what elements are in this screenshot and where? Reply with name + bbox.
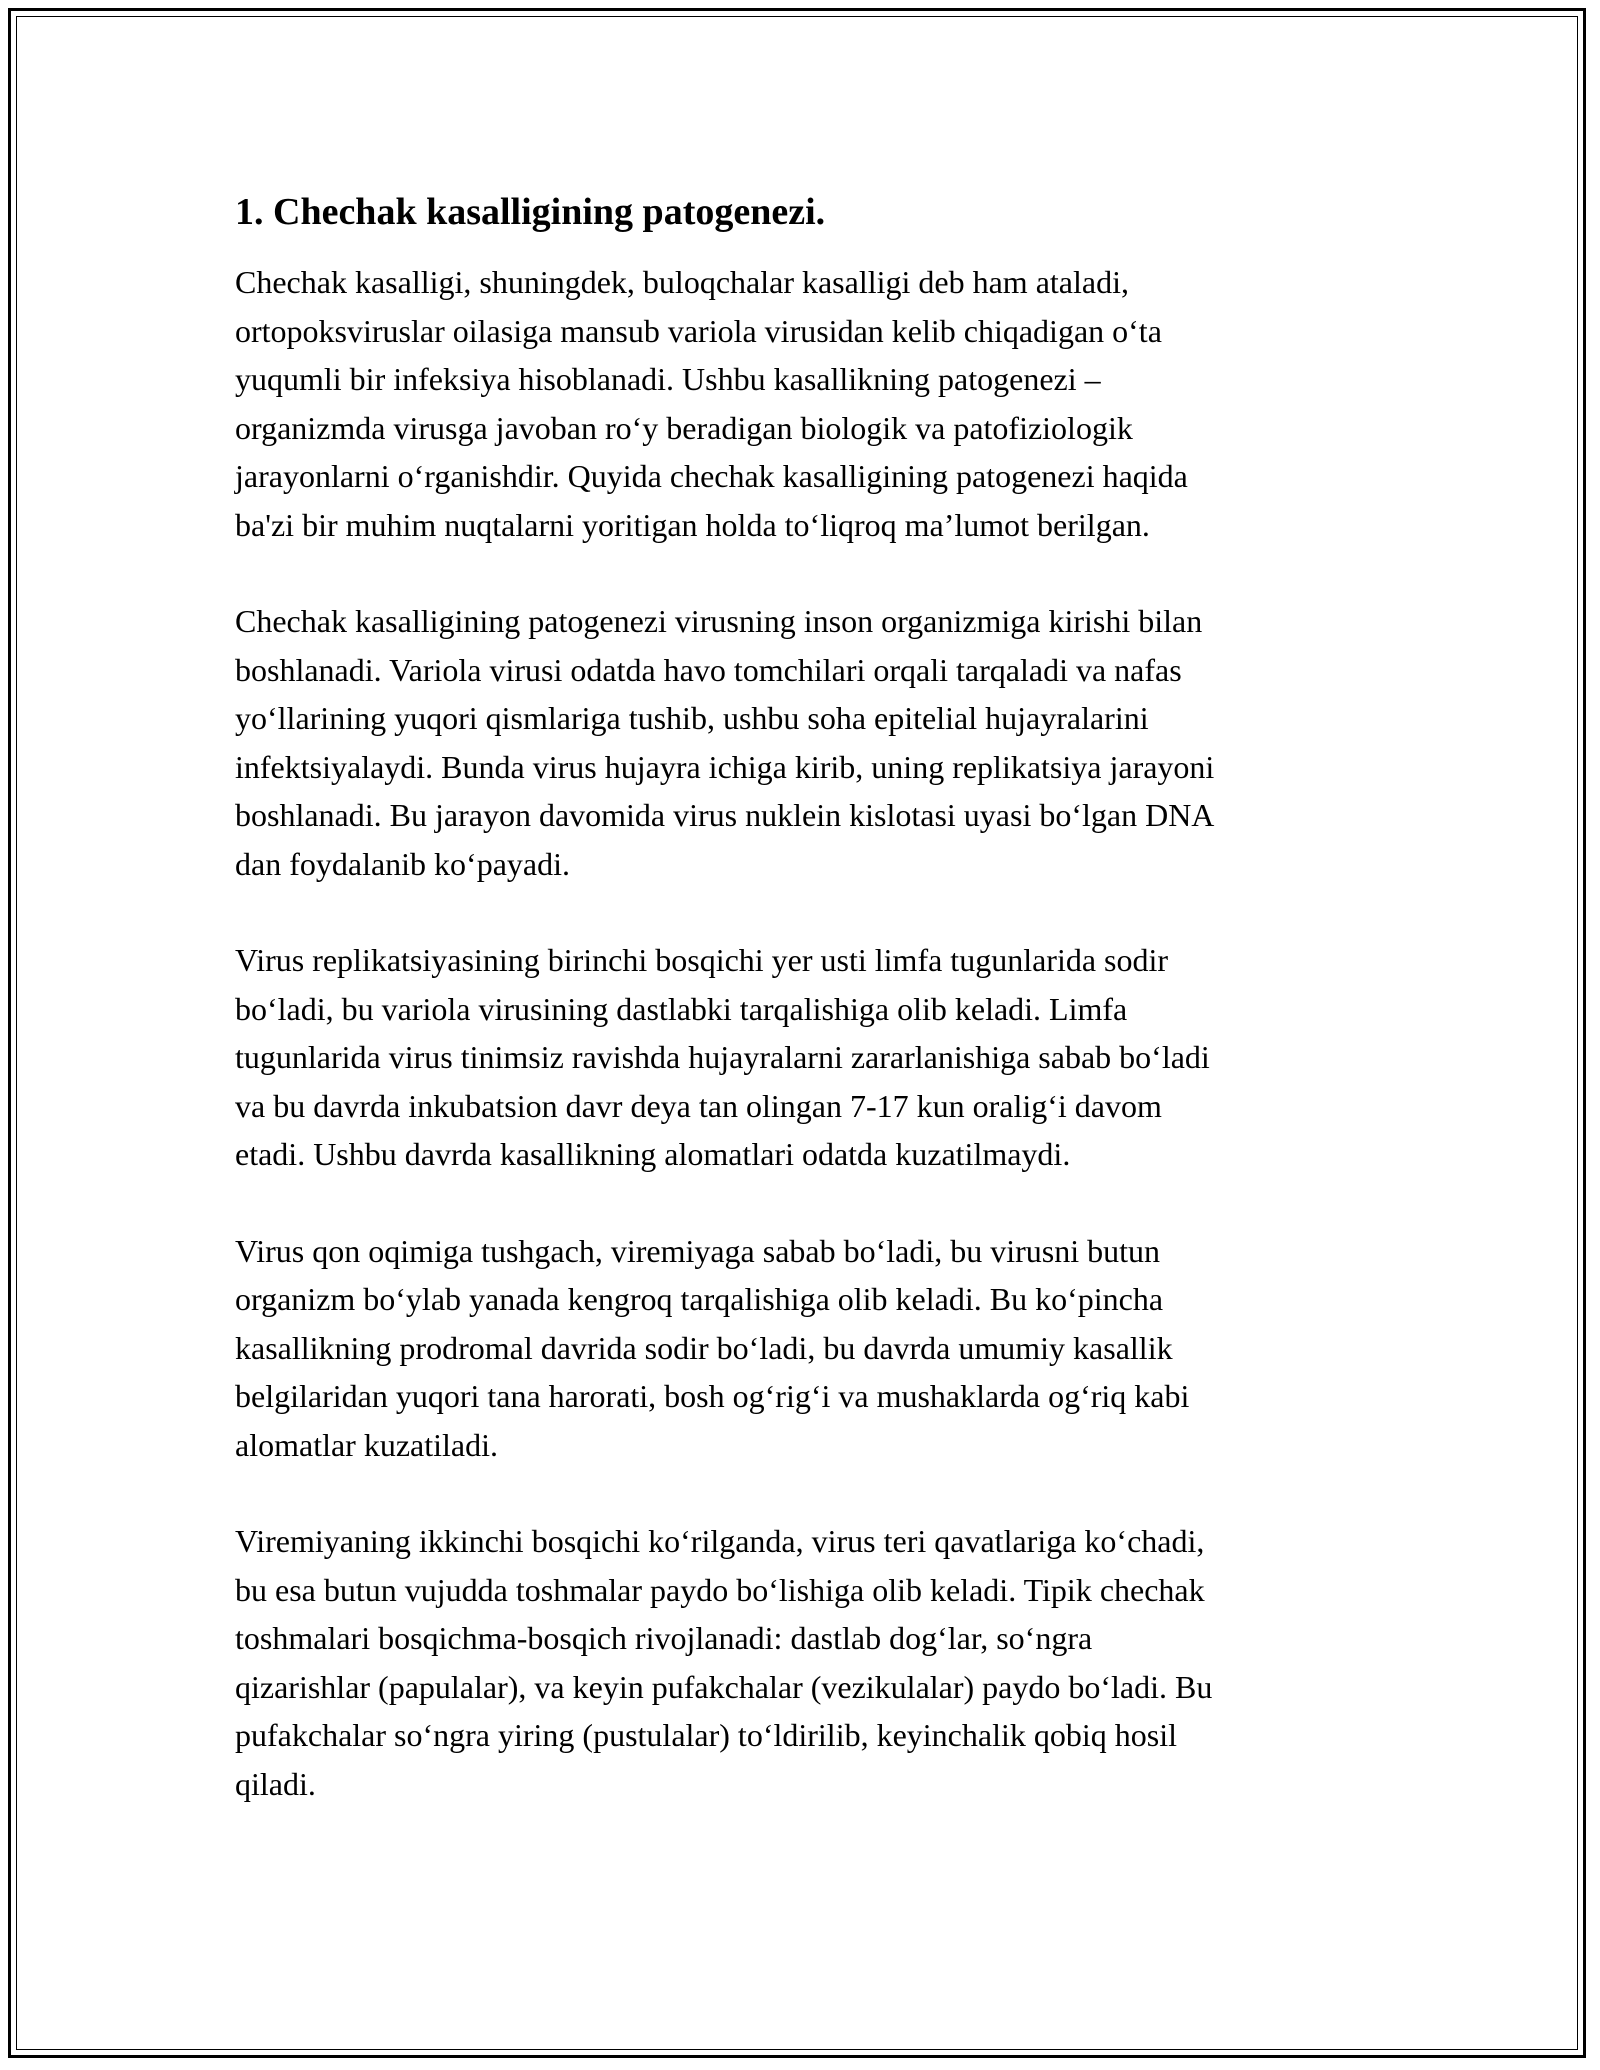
text-line: Chechak kasalligi, shuningdek, buloqchalar kasalligi deb ham ataladi, [235,264,1129,300]
text-line: qizarishlar (papulalar), va keyin pufakchalar (vezikulalar) paydo bo‘ladi. Bu [235,1668,1213,1705]
page-title: 1. Chechak kasalligining patogenezi. [235,191,826,233]
paragraph-3 [235,936,1370,1179]
text-line: qiladi. [235,1765,316,1802]
paragraph-1 [235,258,1370,549]
paragraph-4 [235,1227,1370,1470]
text-line: Chechak kasalligining patogenezi virusning inson organizmiga kirishi bilan [235,603,1203,639]
text-line: yuqumli bir infeksiya hisoblanadi. Ushbu kasallikning patogenezi – [235,361,1101,397]
paragraph-5 [235,1517,1370,1808]
text-line: pufakchalar so‘ngra yiring (pustulalar) to‘ldirilib, keyinchalik qobiq hosil [235,1717,1177,1753]
text-line: jarayonlarni o‘rganishdir. Quyida chechak kasalligining patogenezi haqida [235,458,1188,494]
text-line: etadi. Ushbu davrda kasallikning alomatlari odatda kuzatilmaydi. [235,1136,1071,1172]
text-line: belgilaridan yuqori tana harorati, bosh og‘rig‘i va mushaklarda og‘riq kabi [235,1378,1190,1414]
paragraph-list [235,258,1370,1808]
text-line: tugunlarida virus tinimsiz ravishda hujayralarni zararlanishiga sabab bo‘ladi [235,1039,1210,1075]
text-line: Virus replikatsiyasining birinchi bosqichi yer usti limfa tugunlarida sodir [235,942,1169,978]
document-body [235,188,1370,1856]
text-line: organizm bo‘ylab yanada kengroq tarqalishiga olib keladi. Bu ko‘pincha [235,1281,1164,1317]
paragraph-2 [235,597,1370,888]
text-line: alomatlar kuzatiladi. [235,1426,498,1463]
text-line: dan foydalanib ko‘payadi. [235,845,570,882]
text-line: bu esa butun vujudda toshmalar paydo bo‘lishiga olib keladi. Tipik chechak [235,1571,1205,1608]
text-line: ba'zi bir muhim nuqtalarni yoritigan holda to‘liqroq ma’lumot berilgan. [235,506,1150,543]
text-line: yo‘llarining yuqori qismlariga tushib, ushbu soha epitelial hujayralarini [235,700,1149,736]
text-line: infektsiyalaydi. Bunda virus hujayra ichiga kirib, uning replikatsiya jarayoni [235,748,1215,785]
text-line: ortopoksviruslar oilasiga mansub variola virusidan kelib chiqadigan o‘ta [235,312,1162,349]
text-line: va bu davrda inkubatsion davr deya tan olingan 7-17 kun oralig‘i davom [235,1087,1162,1124]
text-line: bo‘ladi, bu variola virusining dastlabki tarqalishiga olib keladi. Limfa [235,990,1128,1027]
text-line: toshmalari bosqichma-bosqich rivojlanadi: dastlab dog‘lar, so‘ngra [235,1620,1093,1656]
text-line: kasallikning prodromal davrida sodir bo‘ladi, bu davrda umumiy kasallik [235,1329,1173,1366]
text-line: organizmda virusga javoban ro‘y beradigan biologik va patofiziologik [235,409,1133,446]
text-line: Virus qon oqimiga tushgach, viremiyaga sabab bo‘ladi, bu virusni butun [235,1232,1161,1269]
text-line: Viremiyaning ikkinchi bosqichi ko‘rilganda, virus teri qavatlariga ko‘chadi, [235,1523,1205,1559]
text-line: boshlanadi. Bu jarayon davomida virus nuklein kislotasi uyasi bo‘lgan DNA [235,797,1215,833]
text-line: boshlanadi. Variola virusi odatda havo tomchilari orqali tarqaladi va nafas [235,651,1182,688]
